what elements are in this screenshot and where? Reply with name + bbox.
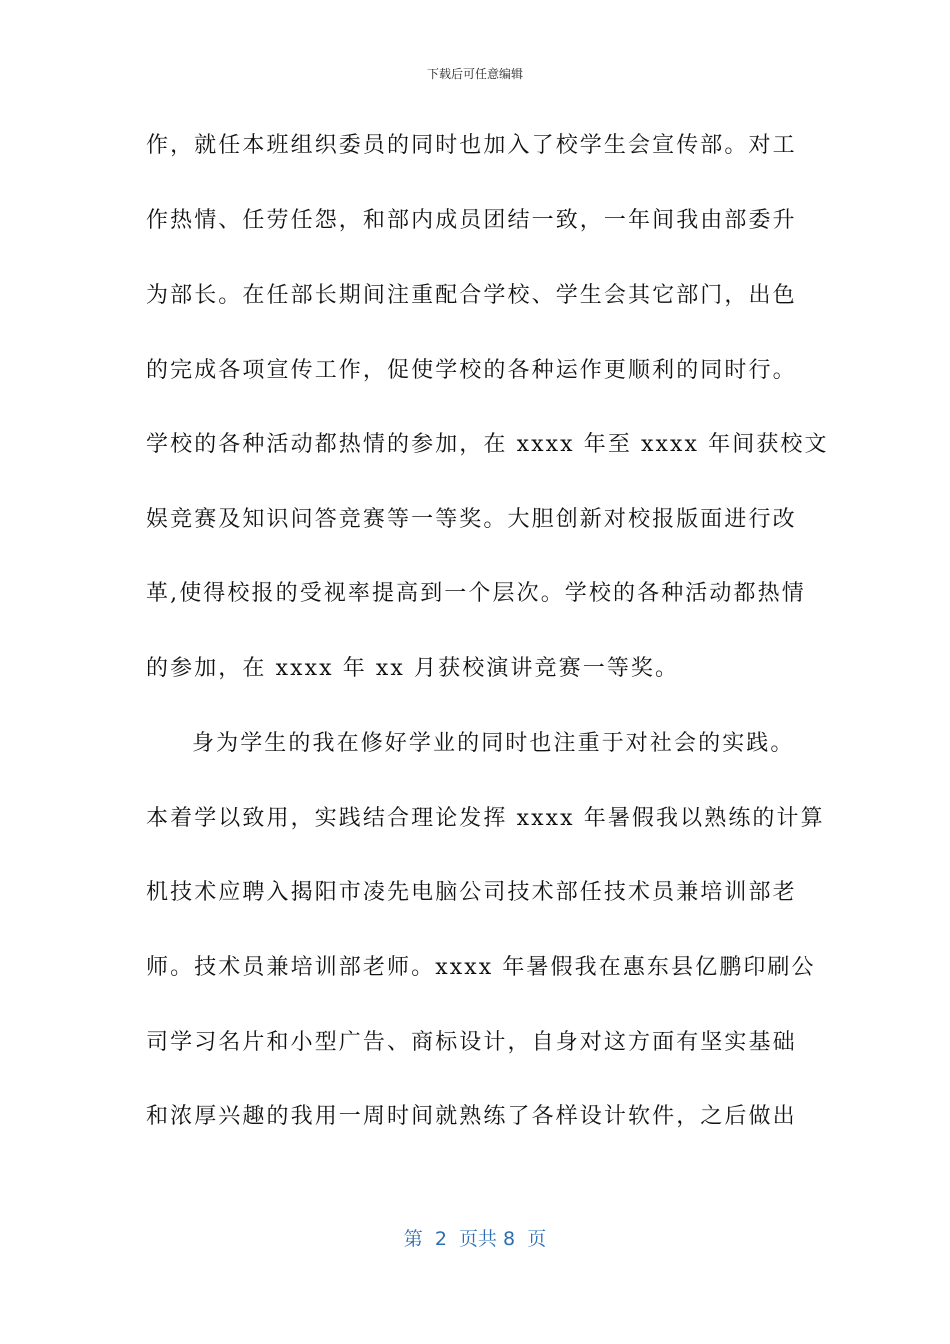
text-line: 学校的各种活动都热情的参加，在 xxxx 年至 xxxx 年间获校文: [146, 432, 829, 457]
page-number-footer: 第 2 页共 8 页: [403, 1228, 547, 1250]
text-line: 本着学以致用，实践结合理论发挥 xxxx 年暑假我以熟练的计算: [146, 806, 825, 831]
text-line: 的参加，在 xxxx 年 xx 月获校演讲竞赛一等奖。: [146, 656, 680, 681]
text-line: 师。技术员兼培训部老师。xxxx 年暑假我在惠东县亿鹏印刷公: [146, 955, 816, 980]
page-header: 下载后可任意编辑: [426, 67, 523, 81]
text-line: 娱竞赛及知识问答竞赛等一等奖。大胆创新对校报版面进行改: [146, 507, 797, 532]
text-line: 革,使得校报的受视率提高到一个层次。学校的各种活动都热情: [146, 581, 806, 606]
text-line: 为部长。在任部长期间注重配合学校、学生会其它部门，出色: [146, 283, 797, 308]
text-line: 身为学生的我在修好学业的同时也注重于对社会的实践。: [192, 731, 795, 756]
text-line: 的完成各项宣传工作，促使学校的各种运作更顺利的同时行。: [146, 358, 797, 383]
text-line: 和浓厚兴趣的我用一周时间就熟练了各样设计软件，之后做出: [146, 1104, 797, 1129]
text-line: 机技术应聘入揭阳市凌先电脑公司技术部任技术员兼培训部老: [146, 880, 797, 905]
text-line: 作热情、任劳任怨，和部内成员团结一致，一年间我由部委升: [146, 208, 797, 233]
text-line: 作，就任本班组织委员的同时也加入了校学生会宣传部。对工: [146, 133, 797, 158]
text-line: 司学习名片和小型广告、商标设计，自身对这方面有坚实基础: [146, 1030, 797, 1055]
